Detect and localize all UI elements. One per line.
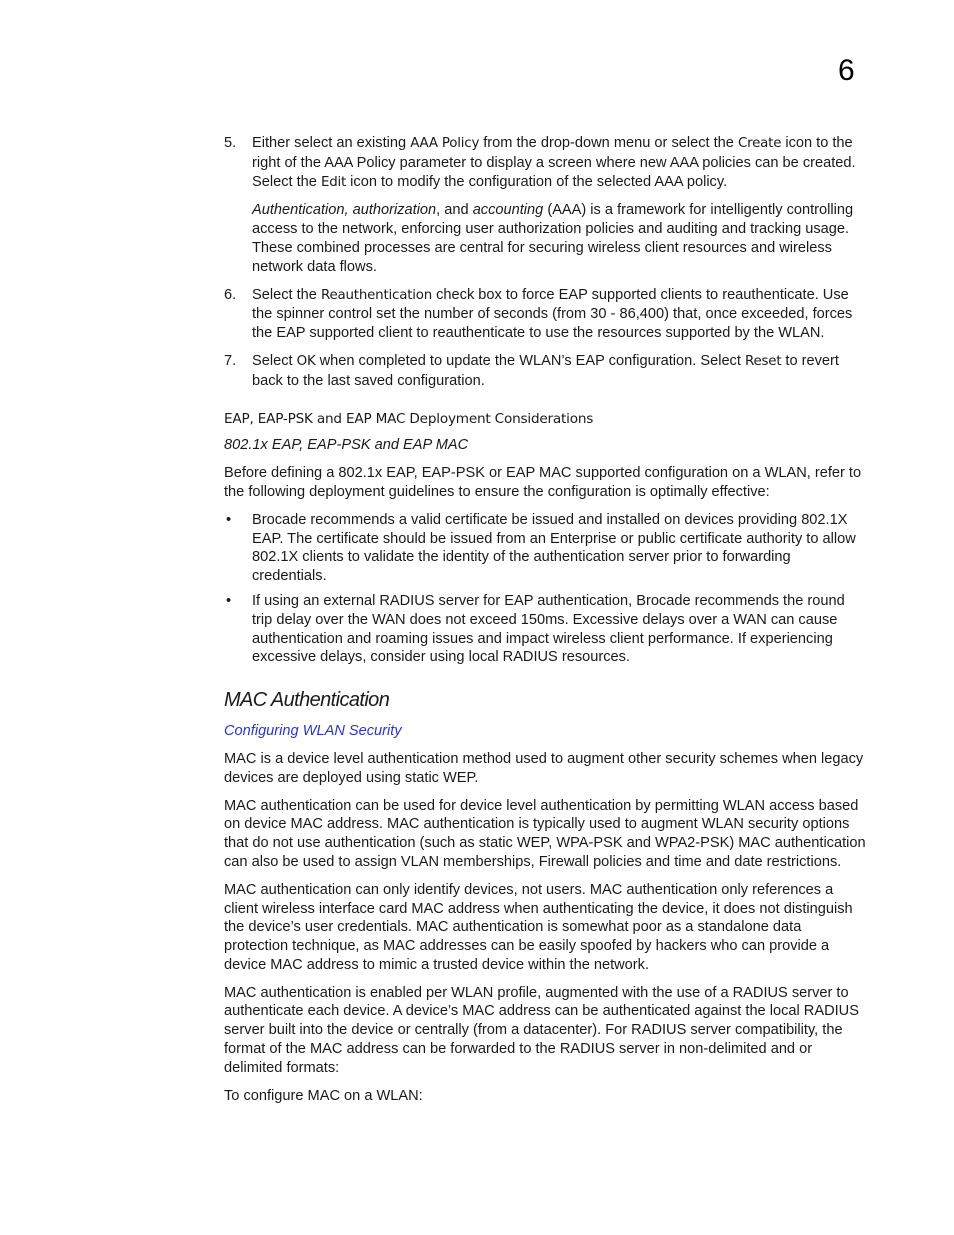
ui-label-edit: Edit	[320, 174, 347, 190]
eap-section-subheading: 802.1x EAP, EAP-PSK and EAP MAC	[224, 437, 469, 454]
eap-intro: Before defining a 802.1x EAP, EAP-PSK or EAP MAC supported configuration on a WLAN, refer to the following deployment guidelines to ensure the configuration is optimally effective:	[224, 465, 862, 500]
step-6	[224, 286, 868, 343]
mac-paragraph-5: To configure MAC on a WLAN:	[224, 1087, 423, 1104]
eap-guidelines-list	[224, 511, 868, 667]
mac-paragraph-3: MAC authentication can only identify devices, not users. MAC authentication only references a client wireless interface card MAC address when authenticating the device, it does not distinguish the device’s user credentials. MAC authentication is somewhat poor as a standalone data protection technique, as MAC addresses can be easily spoofed by hackers who can provide a device MAC address to mimic a trusted device within the network.	[224, 881, 853, 973]
mac-paragraph-4: MAC authentication is enabled per WLAN profile, augmented with the use of a RADIUS server to authenticate each device. A device’s MAC address can be authenticated against the local RADIUS server built into the device or centrally (from a datacenter). For RADIUS server compatibility, the format of the MAC address can be forwarded to the RADIUS server in non-delimited and or delimited formats:	[224, 984, 859, 1076]
step-7	[224, 352, 868, 391]
mac-paragraph-1: MAC is a device level authentication method used to augment other security schemes when legacy devices are deployed using static WEP.	[224, 750, 864, 786]
step-number: 7.	[224, 352, 237, 369]
step-text: Either select an existing AAA Policy from the drop-down menu or select the Create icon to the right of the AAA Policy parameter to display a screen where new AAA policies can be created. Select the Edit icon to modify the configuration of the selected AAA policy.	[252, 135, 856, 190]
list-item: • If using an external RADIUS server for EAP authentication, Brocade recommends the round trip delay over the WAN does not exceed 150ms. Excessive delays over a WAN can cause authentication and roaming issues and impact wireless client performance. If experiencing excessive delays, consider using local RADIUS resources.	[226, 592, 845, 666]
list-item: • Brocade recommends a valid certificate be issued and installed on devices providing 802.1X EAP. The certificate should be issued from an Enterprise or public certificate authority to allow 802.1X clients to validate the identity of the authentication server prior to forwarding credentials.	[226, 511, 856, 585]
configuring-wlan-security-link[interactable]: Configuring WLAN Security	[224, 723, 402, 740]
step-number: 6.	[224, 286, 237, 303]
ui-label-ok: OK	[296, 353, 316, 369]
bullet-icon: •	[226, 511, 232, 528]
mac-paragraph-2: MAC authentication can be used for device level authentication by permitting WLAN access based on device MAC address. MAC authentication is typically used to augment WLAN security options that do not use authentication (such as static WEP, WPA-PSK and WPA2-PSK) MAC authentication can also be used to assign VLAN memberships, Firewall policies and time and date restrictions.	[224, 797, 866, 870]
bullet-icon: •	[226, 592, 232, 609]
eap-section-heading: EAP, EAP-PSK and EAP MAC Deployment Considerations	[224, 410, 594, 427]
chapter-number: 6	[838, 54, 855, 87]
page-content	[224, 134, 868, 1114]
mac-section-heading: MAC Authentication	[224, 689, 390, 712]
ui-label-aaa-policy: AAA Policy	[410, 136, 480, 151]
ui-label-reset: Reset	[744, 353, 782, 369]
ui-label-reauthentication: Reauthentication	[320, 287, 433, 303]
step-note: Authentication, authorization, and accounting (AAA) is a framework for intelligently controlling access to the network, enforcing user authorization policies and auditing and tracking usage. These combined processes are central for securing wireless client resources and wireless network data flows.	[252, 202, 854, 275]
ui-label-create: Create	[737, 136, 782, 151]
step-text: Select OK when completed to update the WLAN’s EAP configuration. Select Reset to revert back to the last saved configuration.	[252, 352, 839, 389]
step-number: 5.	[224, 135, 237, 151]
step-5	[224, 134, 868, 277]
step-text: Select the Reauthentication check box to force EAP supported clients to reauthenticate. Use the spinner control set the number of seconds (from 30 - 86,400) that, once exceeded, forces the EAP supported client to reauthenticate to use the resources supported by the WLAN.	[252, 286, 853, 342]
